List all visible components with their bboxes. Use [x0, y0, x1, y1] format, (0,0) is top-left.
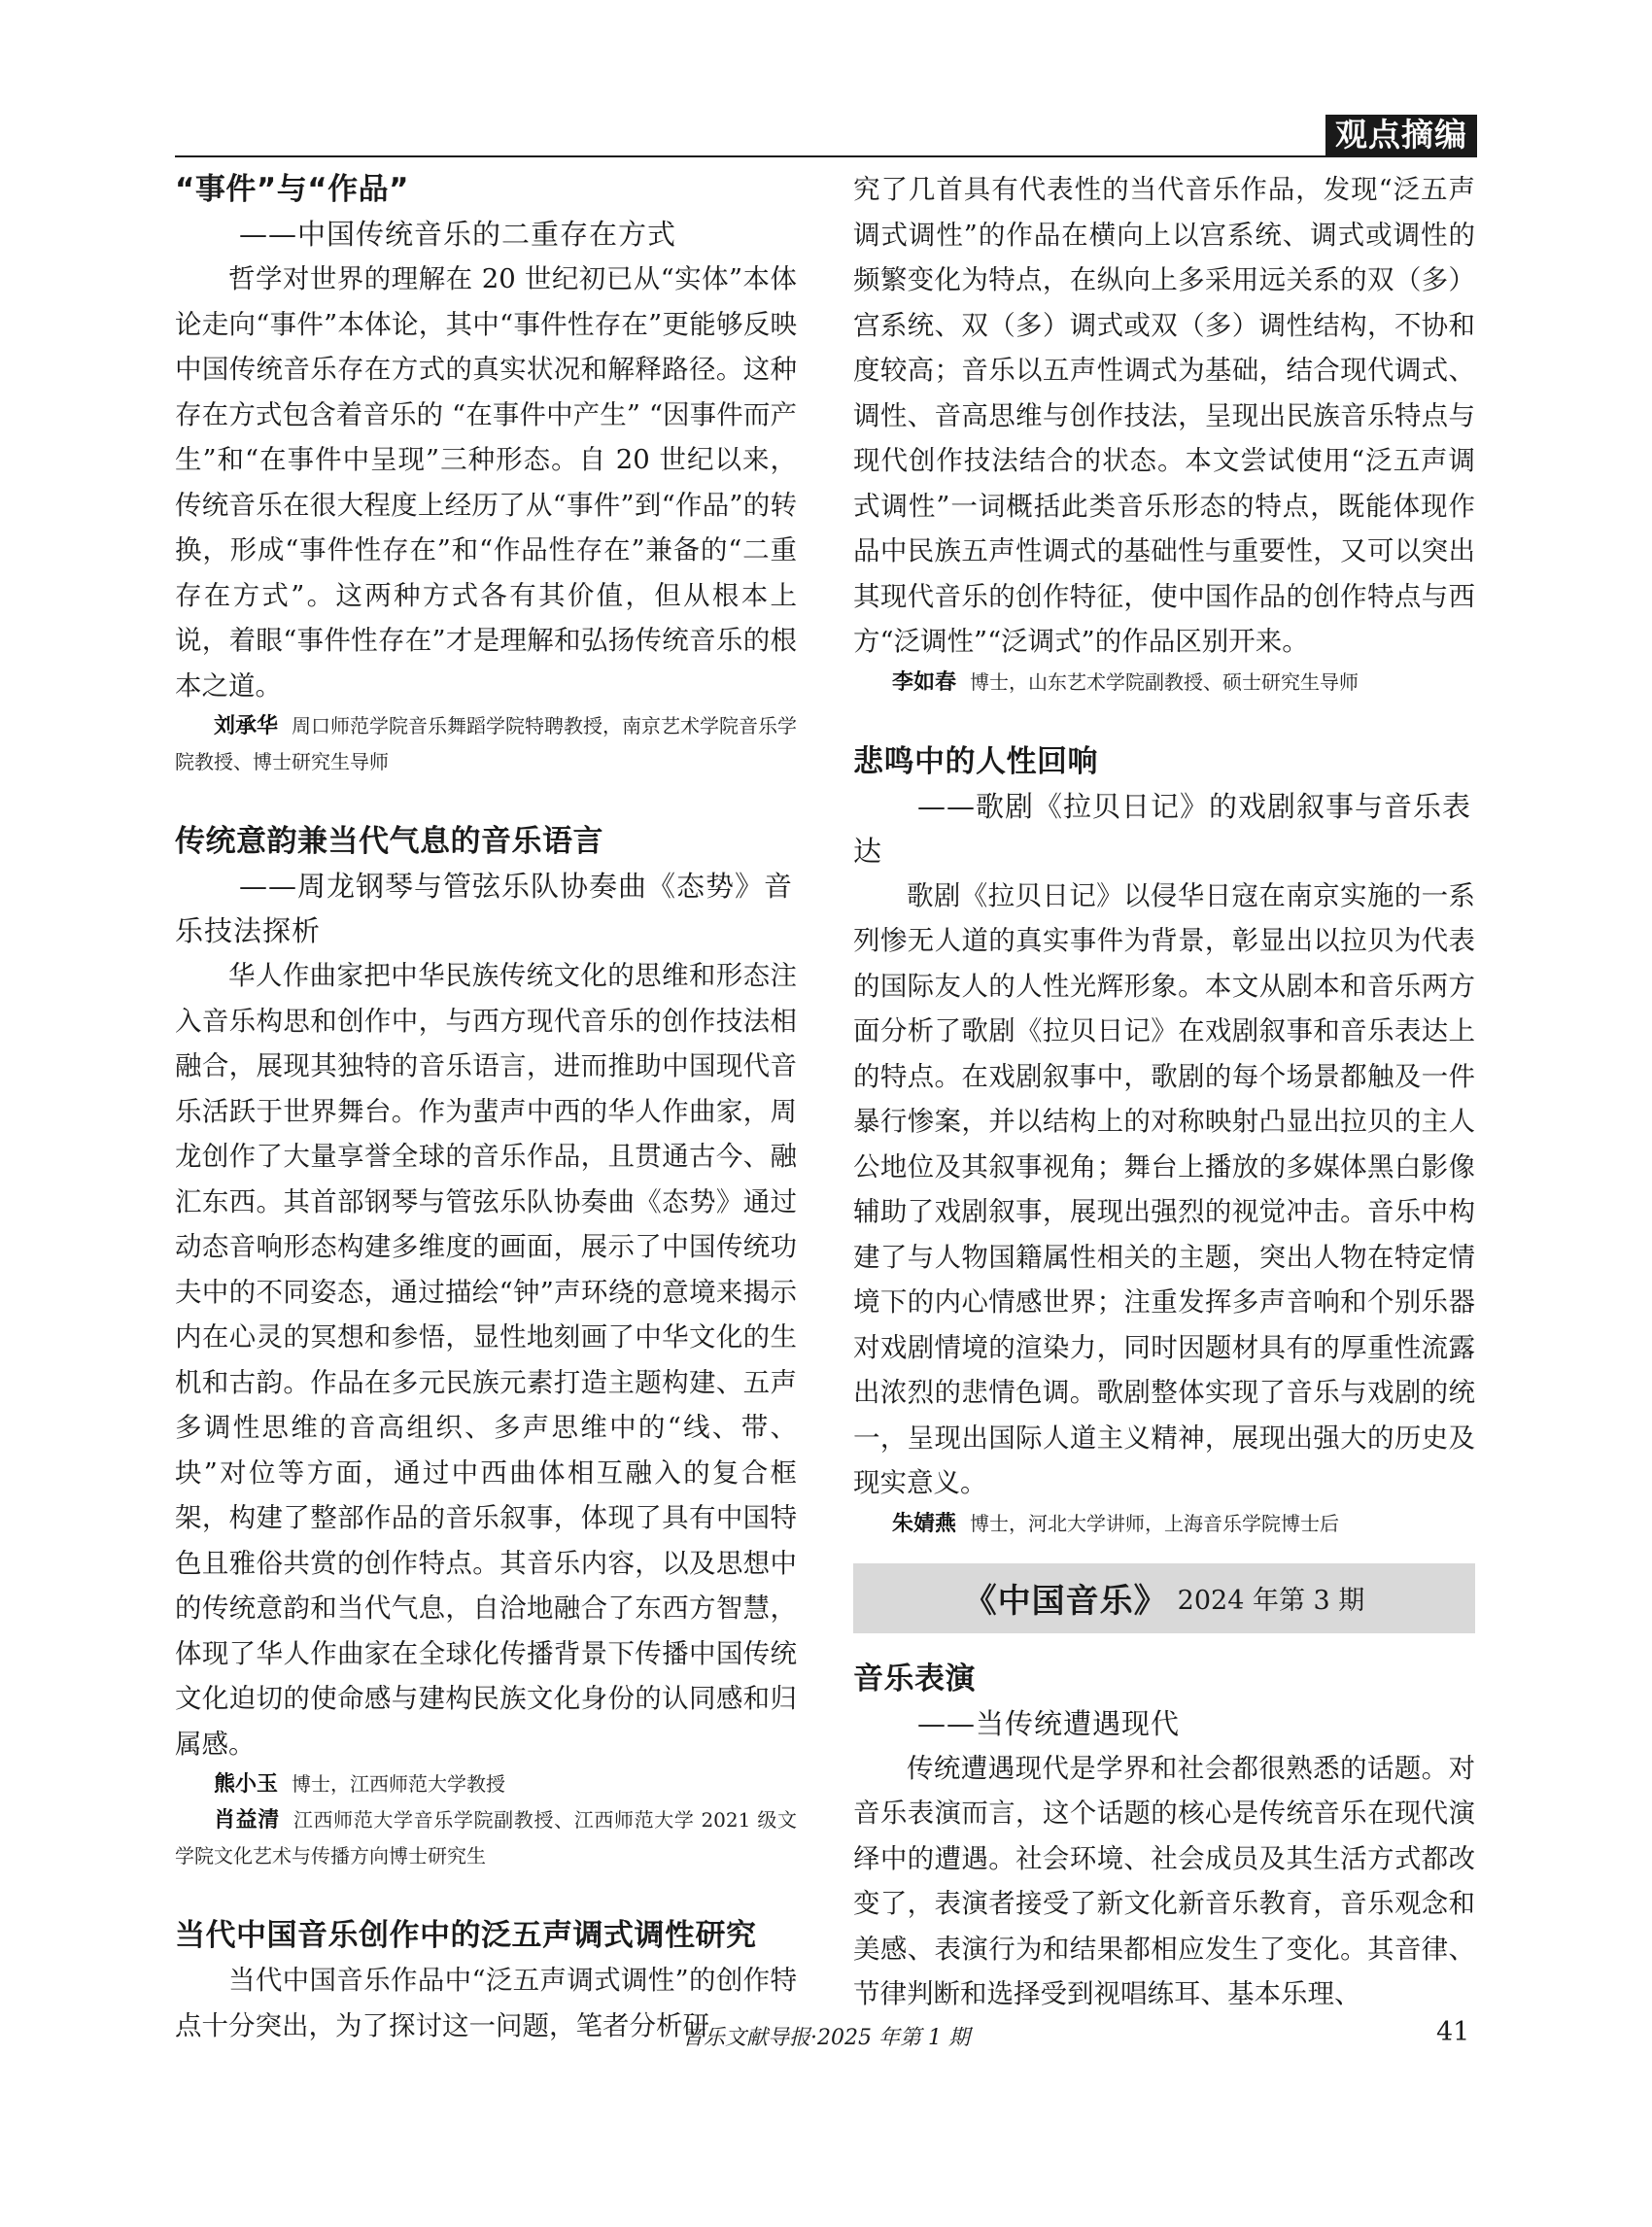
section-tag: 观点摘编 [1325, 115, 1477, 155]
article-body: 歌剧《拉贝日记》以侵华日寇在南京实施的一系列惨无人道的真实事件为背景，彰显出以拉贝为代表的国际友人的人性光辉形象。本文从剧本和音乐两方面分析了歌剧《拉贝日记》在戏剧叙事和音乐表达上的特点。在戏剧叙事中，歌剧的每个场景都触及一件暴行惨案，并以结构上的对称映射凸显出拉贝的主人公地位及其叙事视角；舞台上播放的多媒体黑白影像辅助了戏剧叙事，展现出强烈的视觉冲击。音乐中构建了与人物国籍属性相关的主题，突出人物在特定情境下的内心情感世界；注重发挥多声音响和个别乐器对戏剧情境的渲染力，同时因题材具有的厚重性流露出浓烈的悲情色调。歌剧整体实现了音乐与戏剧的统一，呈现出国际人道主义精神，展现出强大的历史及现实意义。 [853, 879, 1475, 1498]
article-body: 究了几首具有代表性的当代音乐作品，发现“泛五声调式调性”的作品在横向上以宫系统、调式或调性的频繁变化为特点，在纵向上多采用远关系的双（多）宫系统、双（多）调式或双（多）调性结构，不协和度较高；音乐以五声性调式为基础，结合现代调式、调性、音高思维与创作技法，呈现出民族音乐特点与现代创作技法结合的状态。本文尝试使用“泛五声调式调性”一词概括此类音乐形态的特点，既能体现作品中民族五声性调式的基础性与重要性，又可以突出其现代音乐的创作特征，使中国作品的创作特点与西方“泛调性”“泛调式”的作品区别开来。 [853, 174, 1475, 657]
author-desc: 博士，河北大学讲师，上海音乐学院博士后 [970, 1511, 1340, 1535]
article-title: 悲鸣中的人性回响 [853, 743, 1098, 779]
article-title: 当代中国音乐创作中的泛五声调式调性研究 [175, 1918, 757, 1953]
header-rule [175, 155, 1477, 157]
author-name: 李如春 [892, 669, 957, 695]
issue-banner [853, 1563, 1475, 1633]
article-title: 传统意韵兼当代气息的音乐语言 [175, 824, 603, 859]
article-title: “事件”与“作品” [175, 172, 409, 207]
author-name: 熊小玉 [214, 1772, 279, 1797]
author-desc: 江西师范大学音乐学院副教授、江西师范大学 2021 级文学院文化艺术与传播方向博士研究生 [175, 1808, 797, 1867]
right-column [853, 167, 1475, 2017]
article-1 [175, 167, 797, 780]
article-body: 哲学对世界的理解在 20 世纪初已从“实体”本体论走向“事件”本体论，其中“事件性存在”更能够反映中国传统音乐存在方式的真实状况和解释路径。这种存在方式包含着音乐的 “在事件中产生” “因事件而产生”和“在事件中呈现”三种形态。自 20 世纪以来，传统音乐在很大程度上经历了从“事件”到“作品”的转换，形成“事件性存在”和“作品性存在”兼备的“二重存在方式”。这两种方式各有其价值，但从根本上说，着眼“事件性存在”才是理解和弘扬传统音乐的根本之道。 [175, 263, 797, 702]
author-line [175, 1802, 797, 1874]
author-desc: 博士，江西师范大学教授 [292, 1772, 506, 1796]
author-line [853, 1506, 1475, 1542]
author-line [175, 1766, 797, 1802]
author-name: 肖益清 [214, 1808, 280, 1833]
article-2 [175, 819, 797, 1874]
author-line [853, 665, 1475, 701]
journal-name: 《中国音乐》 [963, 1582, 1168, 1621]
article-subtitle: ——周龙钢琴与管弦乐队协奏曲《态势》音乐技法探析 [175, 870, 794, 947]
article-body: 华人作曲家把中华民族传统文化的思维和形态注入音乐构思和创作中，与西方现代音乐的创作技法相融合，展现其独特的音乐语言，进而推助中国现代音乐活跃于世界舞台。作为蜚声中西的华人作曲家，周龙创作了大量享誉全球的音乐作品，且贯通古今、融汇东西。其首部钢琴与管弦乐队协奏曲《态势》通过动态音响形态构建多维度的画面，展示了中国传统功夫中的不同姿态，通过描绘“钟”声环绕的意境来揭示内在心灵的冥想和参悟，显性地刻画了中华文化的生机和古韵。作品在多元民族元素打造主题构建、五声多调性思维的音高组织、多声思维中的“线、带、块”对位等方面，通过中西曲体相互融入的复合框架，构建了整部作品的音乐叙事，体现了具有中国特色且雅俗共赏的创作特点。其音乐内容，以及思想中的传统意韵和当代气息，自洽地融合了东西方智慧，体现了华人作曲家在全球化传播背景下传播中国传统文化迫切的使命感与建构民族文化身份的认同感和归属感。 [175, 960, 797, 1760]
article-subtitle: ——中国传统音乐的二重存在方式 [239, 218, 677, 251]
issue-number: 2024 年第 3 期 [1177, 1586, 1365, 1616]
author-desc: 博士，山东艺术学院副教授、硕士研究生导师 [970, 669, 1359, 694]
article-body: 当代中国音乐作品中“泛五声调式调性”的创作特点十分突出，为了探讨这一问题，笔者分析研 [175, 1965, 797, 2041]
article-subtitle: ——歌剧《拉贝日记》的戏剧叙事与音乐表达 [853, 789, 1472, 868]
article-4 [853, 739, 1475, 1542]
article-5 [853, 1657, 1475, 2017]
footer-journal: 音乐文献导报·2025 年第 1 期 [682, 2026, 970, 2050]
article-body: 传统遭遇现代是学界和社会都很熟悉的话题。对音乐表演而言，这个话题的核心是传统音乐在现代演绎中的遭遇。社会环境、社会成员及其生活方式都改变了，表演者接受了新文化新音乐教育，音乐观念和美感、表演行为和结果都相应发生了变化。其音律、节律判断和选择受到视唱练耳、基本乐理、 [853, 1752, 1475, 2009]
author-line [175, 708, 797, 780]
author-name: 刘承华 [214, 714, 279, 738]
left-column [175, 167, 797, 2048]
article-3-continued [853, 167, 1475, 701]
author-desc: 周口师范学院音乐舞蹈学院特聘教授，南京艺术学院音乐学院教授、博士研究生导师 [175, 714, 798, 773]
page-number: 41 [1436, 2017, 1470, 2047]
article-subtitle: ——当传统遭遇现代 [917, 1706, 1181, 1740]
author-name: 朱婧燕 [892, 1511, 957, 1536]
article-title: 音乐表演 [853, 1661, 976, 1696]
